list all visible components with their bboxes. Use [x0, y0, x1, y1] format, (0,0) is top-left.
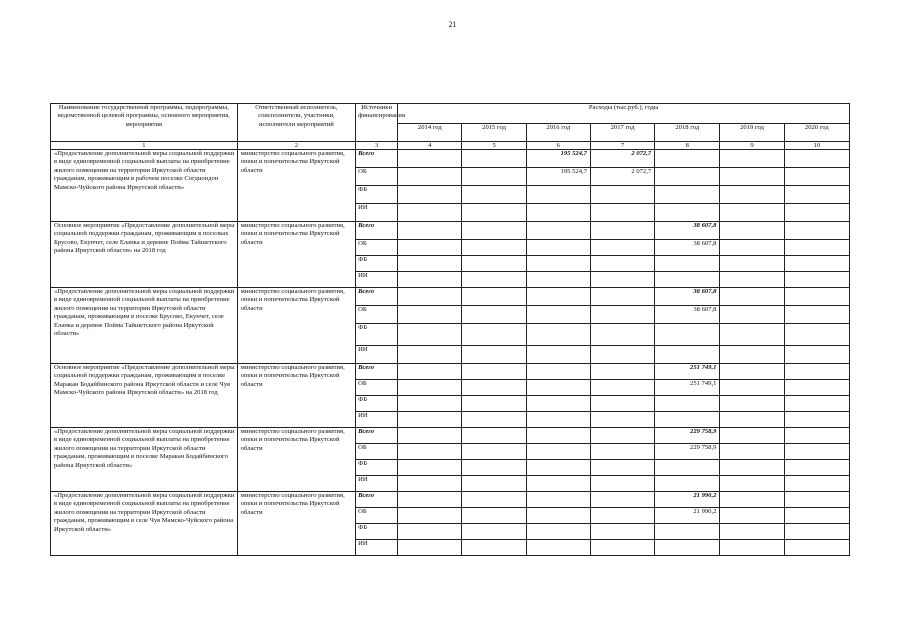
col-num: 5: [462, 142, 526, 150]
amount-cell-2017: [590, 222, 654, 240]
activity-name-cell: «Предоставление дополнительной меры социальной поддержки в виде единовременной социальной выплаты на приобретение жилого помещения на территории Иркутской области гражданам, проживающим в рабочем поселке Согдиондон Мамско-Чуйского района Иркутской области»: [51, 150, 238, 222]
amount-cell-2016: [526, 412, 590, 428]
table-row: [51, 428, 850, 444]
funding-source-cell: ИИ: [356, 476, 398, 492]
empty-cell: [720, 346, 784, 364]
amount-cell-2017: [590, 306, 654, 324]
empty-cell: [398, 324, 462, 346]
funding-source-cell: ИИ: [356, 540, 398, 556]
empty-cell: [462, 508, 526, 524]
amount-cell-2016: [526, 222, 590, 240]
empty-cell: [398, 476, 462, 492]
col-num: 6: [526, 142, 590, 150]
empty-cell: [398, 240, 462, 256]
amount-cell-2017: [590, 380, 654, 396]
funding-source-cell: ФБ: [356, 524, 398, 540]
empty-cell: [720, 222, 784, 240]
amount-cell-2016: [526, 256, 590, 272]
empty-cell: [462, 540, 526, 556]
amount-cell-2016: [526, 364, 590, 380]
col-num: 8: [655, 142, 720, 150]
empty-cell: [398, 508, 462, 524]
empty-cell: [462, 524, 526, 540]
empty-cell: [784, 508, 849, 524]
empty-cell: [720, 240, 784, 256]
funding-source-cell: Всего: [356, 364, 398, 380]
amount-cell-2016: [526, 508, 590, 524]
amount-cell-2016: [526, 186, 590, 204]
amount-cell-2016: [526, 444, 590, 460]
amount-cell-2018: 21 990,2: [655, 492, 720, 508]
funding-source-cell: ИИ: [356, 272, 398, 288]
empty-cell: [720, 150, 784, 168]
empty-cell: [398, 222, 462, 240]
empty-cell: [398, 364, 462, 380]
empty-cell: [398, 288, 462, 306]
empty-cell: [462, 396, 526, 412]
empty-cell: [462, 204, 526, 222]
col-num: 9: [720, 142, 784, 150]
amount-cell-2017: [590, 324, 654, 346]
empty-cell: [784, 186, 849, 204]
activity-name-cell: «Предоставление дополнительной меры социальной поддержки в виде единовременной социальной выплаты на приобретение жилого помещения на территории Иркутской области гражданам, проживающим в поселке Брусово, Екунчет, селе Еланка и деревне Пойма Тайшетского района Иркутской области»: [51, 288, 238, 364]
amount-cell-2016: [526, 540, 590, 556]
amount-cell-2018: 229 758,9: [655, 428, 720, 444]
amount-cell-2018: [655, 460, 720, 476]
empty-cell: [784, 412, 849, 428]
funding-source-cell: Всего: [356, 288, 398, 306]
table-row: [51, 288, 850, 306]
empty-cell: [462, 492, 526, 508]
empty-cell: [720, 476, 784, 492]
table-row: [51, 222, 850, 240]
year-2018: 2018 год: [655, 124, 720, 142]
col-num: 1: [51, 142, 238, 150]
col-num: 4: [398, 142, 462, 150]
empty-cell: [720, 444, 784, 460]
empty-cell: [784, 460, 849, 476]
empty-cell: [720, 508, 784, 524]
empty-cell: [462, 380, 526, 396]
executor-cell: министерство социального развития, опеки и попечительства Иркутской области: [237, 492, 355, 556]
executor-cell: министерство социального развития, опеки и попечительства Иркутской области: [237, 364, 355, 428]
amount-cell-2016: [526, 524, 590, 540]
header-name-cell: Наименование государственной программы, подпрограммы, ведомственной целевой программы, основного мероприятия, мероприятия: [51, 104, 238, 142]
funding-source-cell: ФБ: [356, 324, 398, 346]
empty-cell: [398, 540, 462, 556]
empty-cell: [462, 272, 526, 288]
empty-cell: [784, 168, 849, 186]
amount-cell-2017: 2 072,7: [590, 168, 654, 186]
amount-cell-2016: [526, 396, 590, 412]
empty-cell: [784, 346, 849, 364]
funding-source-cell: Всего: [356, 492, 398, 508]
empty-cell: [462, 306, 526, 324]
amount-cell-2017: [590, 492, 654, 508]
header-executor-cell: Ответственный исполнитель, соисполнители, участники, исполнители мероприятий: [237, 104, 355, 142]
amount-cell-2018: 251 749,1: [655, 364, 720, 380]
empty-cell: [784, 540, 849, 556]
funding-source-cell: Всего: [356, 222, 398, 240]
funding-source-cell: ОБ: [356, 508, 398, 524]
header-row: [51, 104, 850, 124]
amount-cell-2017: [590, 396, 654, 412]
amount-cell-2018: [655, 186, 720, 204]
amount-cell-2017: [590, 346, 654, 364]
empty-cell: [784, 364, 849, 380]
empty-cell: [720, 364, 784, 380]
amount-cell-2017: [590, 460, 654, 476]
empty-cell: [462, 324, 526, 346]
amount-cell-2018: [655, 412, 720, 428]
empty-cell: [720, 492, 784, 508]
empty-cell: [398, 306, 462, 324]
activity-name-cell: «Предоставление дополнительной меры социальной поддержки в виде единовременной социальной выплаты на приобретение жилого помещения на территории Иркутской области гражданам, проживающим в поселке Маракан Бодайбинского района Иркутской области»: [51, 428, 238, 492]
empty-cell: [398, 256, 462, 272]
column-number-row: [51, 142, 850, 150]
funding-source-cell: ИИ: [356, 346, 398, 364]
amount-cell-2016: [526, 492, 590, 508]
empty-cell: [720, 256, 784, 272]
executor-cell: министерство социального развития, опеки и попечительства Иркутской области: [237, 150, 355, 222]
empty-cell: [784, 240, 849, 256]
amount-cell-2018: 251 749,1: [655, 380, 720, 396]
funding-source-cell: Всего: [356, 428, 398, 444]
funding-source-cell: ФБ: [356, 460, 398, 476]
empty-cell: [784, 204, 849, 222]
year-2016: 2016 год: [526, 124, 590, 142]
empty-cell: [462, 240, 526, 256]
amount-cell-2018: [655, 168, 720, 186]
empty-cell: [720, 540, 784, 556]
amount-cell-2018: 21 990,2: [655, 508, 720, 524]
empty-cell: [720, 204, 784, 222]
empty-cell: [398, 396, 462, 412]
amount-cell-2017: [590, 272, 654, 288]
amount-cell-2018: 38 607,8: [655, 288, 720, 306]
amount-cell-2017: 2 072,7: [590, 150, 654, 168]
funding-source-cell: ИИ: [356, 412, 398, 428]
amount-cell-2017: [590, 540, 654, 556]
col-num: 2: [237, 142, 355, 150]
amount-cell-2018: 38 607,8: [655, 240, 720, 256]
empty-cell: [462, 428, 526, 444]
empty-cell: [784, 444, 849, 460]
empty-cell: [784, 288, 849, 306]
empty-cell: [398, 186, 462, 204]
amount-cell-2018: [655, 324, 720, 346]
amount-cell-2017: [590, 476, 654, 492]
amount-cell-2017: [590, 524, 654, 540]
funding-source-cell: ФБ: [356, 256, 398, 272]
empty-cell: [720, 288, 784, 306]
amount-cell-2018: [655, 272, 720, 288]
amount-cell-2018: 38 607,8: [655, 222, 720, 240]
funding-source-cell: ОБ: [356, 380, 398, 396]
funding-source-cell: ОБ: [356, 240, 398, 256]
amount-cell-2017: [590, 256, 654, 272]
activity-name-cell: «Предоставление дополнительной меры социальной поддержки в виде единовременной социальной выплаты на приобретение жилого помещения на территории Иркутской области гражданам, проживающим в селе Чуя Мамско-Чуйского района Иркутской области»: [51, 492, 238, 556]
amount-cell-2017: [590, 508, 654, 524]
empty-cell: [720, 412, 784, 428]
empty-cell: [784, 380, 849, 396]
col-num: 3: [356, 142, 398, 150]
empty-cell: [720, 396, 784, 412]
empty-cell: [462, 168, 526, 186]
amount-cell-2016: [526, 204, 590, 222]
amount-cell-2017: [590, 444, 654, 460]
empty-cell: [784, 524, 849, 540]
empty-cell: [462, 460, 526, 476]
page-number: 21: [448, 20, 457, 29]
empty-cell: [784, 492, 849, 508]
empty-cell: [784, 222, 849, 240]
amount-cell-2018: [655, 476, 720, 492]
amount-cell-2018: [655, 150, 720, 168]
empty-cell: [398, 150, 462, 168]
empty-cell: [462, 222, 526, 240]
amount-cell-2016: [526, 288, 590, 306]
empty-cell: [462, 186, 526, 204]
empty-cell: [398, 380, 462, 396]
amount-cell-2017: [590, 240, 654, 256]
amount-cell-2018: [655, 524, 720, 540]
amount-cell-2016: 195 524,7: [526, 168, 590, 186]
expenses-table: [50, 103, 850, 556]
empty-cell: [462, 288, 526, 306]
amount-cell-2016: [526, 346, 590, 364]
activity-name-cell: Основное мероприятие «Предоставление дополнительной меры социальной поддержки гражданам, проживающим в поселках Брусово, Екунчет, селе Еланка и деревне Пойма Тайшетского района Иркутской области» на 2018 год: [51, 222, 238, 288]
empty-cell: [462, 346, 526, 364]
funding-source-cell: ФБ: [356, 186, 398, 204]
empty-cell: [784, 306, 849, 324]
amount-cell-2016: [526, 240, 590, 256]
empty-cell: [398, 428, 462, 444]
empty-cell: [398, 460, 462, 476]
executor-cell: министерство социального развития, опеки и попечительства Иркутской области: [237, 288, 355, 364]
empty-cell: [720, 306, 784, 324]
year-2017: 2017 год: [590, 124, 654, 142]
empty-cell: [462, 476, 526, 492]
executor-cell: министерство социального развития, опеки и попечительства Иркутской области: [237, 428, 355, 492]
table-row: [51, 492, 850, 508]
empty-cell: [398, 412, 462, 428]
empty-cell: [720, 186, 784, 204]
amount-cell-2017: [590, 412, 654, 428]
empty-cell: [720, 272, 784, 288]
funding-source-cell: ОБ: [356, 444, 398, 460]
empty-cell: [720, 524, 784, 540]
empty-cell: [720, 428, 784, 444]
table-row: [51, 150, 850, 168]
empty-cell: [398, 524, 462, 540]
amount-cell-2016: 195 524,7: [526, 150, 590, 168]
empty-cell: [398, 346, 462, 364]
empty-cell: [462, 150, 526, 168]
amount-cell-2018: [655, 204, 720, 222]
empty-cell: [784, 476, 849, 492]
amount-cell-2018: 229 758,9: [655, 444, 720, 460]
header-source-cell: Источники финансирования: [356, 104, 398, 142]
empty-cell: [398, 492, 462, 508]
empty-cell: [720, 460, 784, 476]
amount-cell-2018: [655, 396, 720, 412]
year-2014: 2014 год: [398, 124, 462, 142]
empty-cell: [720, 380, 784, 396]
funding-source-cell: Всего: [356, 150, 398, 168]
funding-source-cell: ФБ: [356, 396, 398, 412]
executor-cell: министерство социального развития, опеки и попечительства Иркутской области: [237, 222, 355, 288]
col-num: 7: [590, 142, 654, 150]
amount-cell-2016: [526, 306, 590, 324]
empty-cell: [462, 444, 526, 460]
amount-cell-2016: [526, 380, 590, 396]
empty-cell: [784, 396, 849, 412]
amount-cell-2016: [526, 272, 590, 288]
empty-cell: [784, 324, 849, 346]
amount-cell-2016: [526, 428, 590, 444]
empty-cell: [784, 150, 849, 168]
amount-cell-2017: [590, 204, 654, 222]
year-2015: 2015 год: [462, 124, 526, 142]
empty-cell: [398, 444, 462, 460]
amount-cell-2018: 38 607,8: [655, 306, 720, 324]
empty-cell: [462, 412, 526, 428]
amount-cell-2016: [526, 476, 590, 492]
header-expenses-cell: Расходы (тыс.руб.), годы: [398, 104, 850, 124]
amount-cell-2017: [590, 186, 654, 204]
empty-cell: [398, 272, 462, 288]
amount-cell-2018: [655, 540, 720, 556]
empty-cell: [398, 168, 462, 186]
amount-cell-2017: [590, 288, 654, 306]
table-row: [51, 364, 850, 380]
year-2020: 2020 год: [784, 124, 849, 142]
col-num: 10: [784, 142, 849, 150]
year-2019: 2019 год: [720, 124, 784, 142]
amount-cell-2017: [590, 364, 654, 380]
activity-name-cell: Основное мероприятие «Предоставление дополнительной меры социальной поддержки гражданам, проживающим в поселке Маракан Бодайбинского района Иркутской области и селе Чуя Мамско-Чуйского района Иркутской области» на 2018 год: [51, 364, 238, 428]
amount-cell-2016: [526, 324, 590, 346]
empty-cell: [784, 272, 849, 288]
empty-cell: [720, 324, 784, 346]
empty-cell: [462, 256, 526, 272]
amount-cell-2016: [526, 460, 590, 476]
amount-cell-2018: [655, 346, 720, 364]
empty-cell: [784, 428, 849, 444]
funding-source-cell: ОБ: [356, 306, 398, 324]
empty-cell: [398, 204, 462, 222]
amount-cell-2017: [590, 428, 654, 444]
funding-source-cell: ИИ: [356, 204, 398, 222]
empty-cell: [462, 364, 526, 380]
empty-cell: [784, 256, 849, 272]
funding-source-cell: ОБ: [356, 168, 398, 186]
empty-cell: [720, 168, 784, 186]
amount-cell-2018: [655, 256, 720, 272]
